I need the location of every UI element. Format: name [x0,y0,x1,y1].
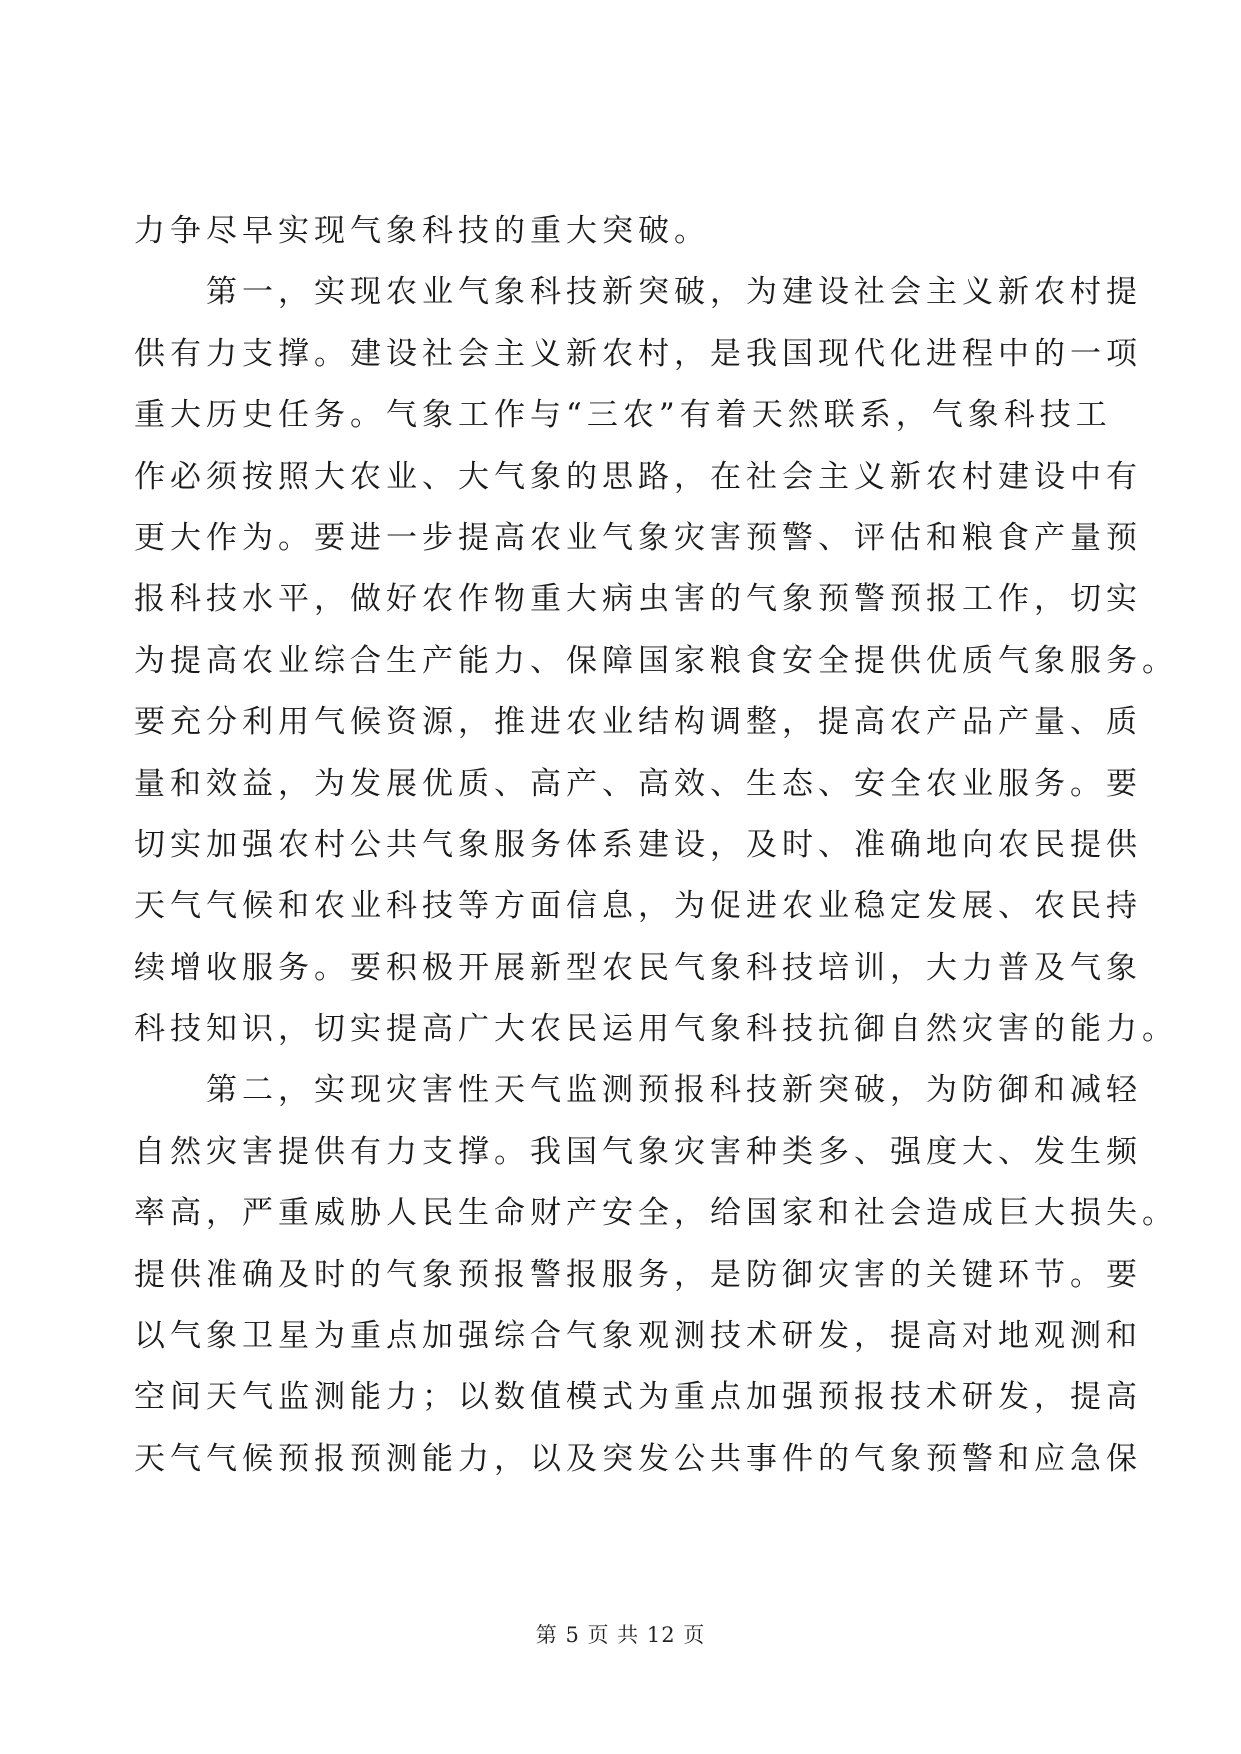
text-line: 天气气候预报预测能力，以及突发公共事件的气象预警和应急保 [134,1440,1142,1477]
text-line: 更大作为。要进一步提高农业气象灾害预警、评估和粮食产量预 [134,519,1142,556]
text-line: 续增收服务。要积极开展新型农民气象科技培训，大力普及气象 [134,949,1142,986]
text-line: 切实加强农村公共气象服务体系建设，及时、准确地向农民提供 [134,826,1142,863]
text-line: 力争尽早实现气象科技的重大突破。 [134,213,710,249]
text-line: 为提高农业综合生产能力、保障国家粮食安全提供优质气象服务。 [134,642,1178,679]
text-line: 以气象卫星为重点加强综合气象观测技术研发，提高对地观测和 [134,1318,1142,1355]
text-line: 报科技水平，做好农作物重大病虫害的气象预警预报工作，切实 [134,581,1142,618]
paragraph-first-line: 第一，实现农业气象科技新突破，为建设社会主义新农村提 [206,274,1142,311]
text-line: 供有力支撑。建设社会主义新农村，是我国现代化进程中的一项 [134,335,1142,372]
paragraph-first-line: 第二，实现灾害性天气监测预报科技新突破，为防御和减轻 [206,1072,1142,1109]
text-line: 率高，严重威胁人民生命财产安全，给国家和社会造成巨大损失。 [134,1195,1178,1232]
text-line: 提供准确及时的气象预报警报服务，是防御灾害的关键环节。要 [134,1256,1142,1293]
text-line: 科技知识，切实提高广大农民运用气象科技抗御自然灾害的能力。 [134,1011,1178,1048]
text-line: 重大历史任务。气象工作与“三农”有着天然联系，气象科技工 [134,397,1112,434]
text-line: 量和效益，为发展优质、高产、高效、生态、安全农业服务。要 [134,765,1142,802]
text-line: 自然灾害提供有力支撑。我国气象灾害种类多、强度大、发生频 [134,1133,1142,1170]
body-text [134,201,1178,1490]
text-line: 作必须按照大农业、大气象的思路，在社会主义新农村建设中有 [134,458,1142,495]
text-line: 天气气候和农业科技等方面信息，为促进农业稳定发展、农民持 [134,888,1142,925]
text-line: 要充分利用气候资源，推进农业结构调整，提高农产品产量、质 [134,704,1142,741]
page-number-footer: 第 5 页 共 12 页 [535,1623,706,1647]
text-line: 空间天气监测能力；以数值模式为重点加强预报技术研发，提高 [134,1379,1142,1416]
